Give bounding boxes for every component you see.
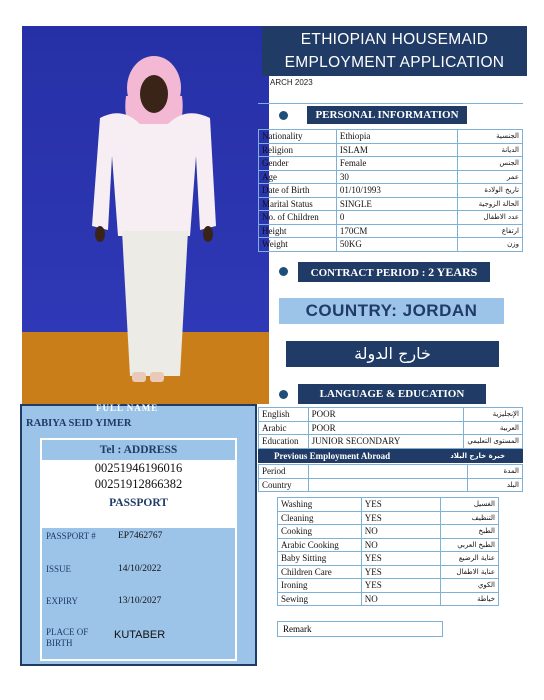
table-row: [259, 465, 523, 479]
row-value: POOR: [308, 421, 464, 435]
previous-employment-label: Previous Employment Abroad: [274, 451, 391, 461]
row-label: Marital Status: [259, 197, 337, 211]
bullet-icon: [279, 390, 288, 399]
table-row: [259, 130, 523, 144]
row-value: Female: [336, 157, 457, 171]
place-of-birth-label: PLACE OF BIRTH: [46, 627, 89, 648]
row-value: 01/10/1993: [336, 184, 457, 198]
row-label-ar: المستوى التعليمي: [464, 435, 523, 449]
issue-label: ISSUE: [46, 564, 72, 574]
row-label: Cooking: [278, 525, 362, 539]
row-value: YES: [361, 498, 440, 512]
row-value: 0: [336, 211, 457, 225]
row-label-ar: التنظيف: [441, 511, 499, 525]
row-value: YES: [361, 552, 440, 566]
table-row: [259, 170, 523, 184]
row-value: 50KG: [336, 238, 457, 252]
contract-period-badge: [298, 262, 490, 282]
application-title: [262, 26, 527, 76]
previous-employment-table: [258, 464, 523, 492]
table-row: [259, 421, 523, 435]
table-row: [259, 184, 523, 198]
row-label: Arabic Cooking: [278, 538, 362, 552]
row-value: NO: [361, 538, 440, 552]
row-value: YES: [361, 511, 440, 525]
row-value: [308, 465, 467, 479]
row-label-ar: العربية: [464, 421, 523, 435]
row-label-ar: الجنس: [458, 157, 523, 171]
country-box: COUNTRY: JORDAN: [279, 298, 504, 324]
row-label-ar: الإنجليزية: [464, 408, 523, 422]
issue-date: 14/10/2022: [118, 564, 162, 574]
row-label-ar: عدد الاطفال: [458, 211, 523, 225]
row-value: NO: [361, 592, 440, 606]
row-label-ar: البلد: [468, 478, 523, 492]
title-line-2: EMPLOYMENT APPLICATION: [284, 54, 505, 71]
row-value: 170CM: [336, 224, 457, 238]
table-row: [259, 197, 523, 211]
table-row: [278, 592, 499, 606]
row-value: SINGLE: [336, 197, 457, 211]
contract-label: CONTRACT PERIOD :: [310, 267, 426, 279]
photo-caption: FULL NAME: [96, 403, 159, 413]
passport-number: EP7462767: [118, 531, 163, 541]
table-row: [259, 211, 523, 225]
abroad-banner: خارج الدولة: [286, 341, 499, 367]
row-label: Baby Sitting: [278, 552, 362, 566]
row-label: Children Care: [278, 565, 362, 579]
row-label-ar: تاريخ الولادة: [458, 184, 523, 198]
row-label: Date of Birth: [259, 184, 337, 198]
table-row: [259, 408, 523, 422]
table-row: [259, 238, 523, 252]
row-label: Sewing: [278, 592, 362, 606]
row-label: Weight: [259, 238, 337, 252]
expiry-label: EXPIRY: [46, 596, 79, 606]
table-row: [259, 224, 523, 238]
row-label: No. of Children: [259, 211, 337, 225]
row-label-ar: الديانة: [458, 143, 523, 157]
title-line-1: ETHIOPIAN HOUSEMAID: [300, 31, 489, 48]
place-of-birth: KUTABER: [114, 629, 166, 641]
row-value: [308, 478, 467, 492]
row-label-ar: الجنسية: [458, 130, 523, 144]
row-label: Age: [259, 170, 337, 184]
row-label: Ironing: [278, 579, 362, 593]
language-table: [258, 407, 523, 449]
row-label: English: [259, 408, 309, 422]
applicant-name: RABIYA SEID YIMER: [26, 418, 132, 429]
row-label: Country: [259, 478, 309, 492]
personal-divider: [258, 103, 523, 104]
remark-field: [277, 621, 443, 637]
row-label-ar: خياطة: [441, 592, 499, 606]
phone-2: 00251912866382: [94, 477, 183, 491]
row-value: 30: [336, 170, 457, 184]
language-heading: LANGUAGE & EDUCATION: [298, 384, 486, 404]
row-label-ar: المدة: [468, 465, 523, 479]
row-label: Nationality: [259, 130, 337, 144]
bullet-icon: [279, 111, 288, 120]
row-value: POOR: [308, 408, 464, 422]
table-row: [278, 498, 499, 512]
table-row: [278, 552, 499, 566]
row-label-ar: عمر: [458, 170, 523, 184]
row-label-ar: عناية الاطفال: [441, 565, 499, 579]
passport-heading: PASSPORT: [42, 494, 235, 528]
row-label: Arabic: [259, 421, 309, 435]
row-label: Period: [259, 465, 309, 479]
table-row: [278, 511, 499, 525]
contract-value: 2 YEARS: [428, 265, 478, 279]
row-label-ar: الطبخ العربي: [441, 538, 499, 552]
row-label: Washing: [278, 498, 362, 512]
table-row: [259, 143, 523, 157]
skills-table: [277, 497, 499, 606]
table-row: [259, 157, 523, 171]
row-value: YES: [361, 565, 440, 579]
personal-info-table: [258, 129, 523, 252]
table-row: [278, 579, 499, 593]
phone-1: 00251946196016: [94, 461, 183, 475]
previous-employment-label-ar: خبرة خارج البلاد: [450, 452, 505, 460]
row-label-ar: وزن: [458, 238, 523, 252]
row-label: Gender: [259, 157, 337, 171]
tel-address-label: Tel : ADDRESS: [99, 444, 178, 456]
applicant-photo: [22, 26, 269, 404]
row-value: ISLAM: [336, 143, 457, 157]
row-value: YES: [361, 579, 440, 593]
table-row: [278, 538, 499, 552]
remark-label: Remark: [283, 624, 312, 634]
table-row: [278, 565, 499, 579]
row-label-ar: ارتفاع: [458, 224, 523, 238]
row-value: Ethiopia: [336, 130, 457, 144]
personal-info-heading: PERSONAL INFORMATION: [307, 106, 467, 124]
row-value: NO: [361, 525, 440, 539]
row-label: Cleaning: [278, 511, 362, 525]
row-label-ar: الغسيل: [441, 498, 499, 512]
person-figure: [22, 26, 269, 404]
expiry-date: 13/10/2027: [118, 596, 162, 606]
table-row: [259, 478, 523, 492]
passport-number-label: PASSPORT #: [46, 531, 96, 541]
previous-employment-heading: [258, 449, 523, 463]
row-label-ar: الطبخ: [441, 525, 499, 539]
row-label: Education: [259, 435, 309, 449]
row-label: Religion: [259, 143, 337, 157]
row-value: JUNIOR SECONDARY: [308, 435, 464, 449]
bullet-icon: [279, 267, 288, 276]
table-row: [278, 525, 499, 539]
application-date: ARCH 2023: [270, 78, 313, 87]
row-label-ar: عناية الرضيع: [441, 552, 499, 566]
row-label-ar: الكوي: [441, 579, 499, 593]
row-label-ar: الحالة الزوجية: [458, 197, 523, 211]
row-label: Height: [259, 224, 337, 238]
table-row: [259, 435, 523, 449]
